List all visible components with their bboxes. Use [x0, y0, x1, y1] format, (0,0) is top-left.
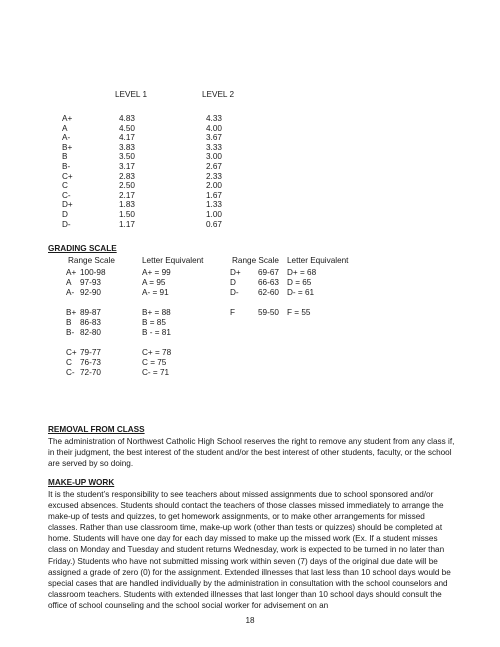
level2-value: 3.00: [206, 152, 222, 162]
range-value: 76-73: [80, 358, 101, 367]
range-value: 82-80: [80, 328, 101, 337]
page-number: 18: [245, 616, 255, 625]
level2-value: 1.33: [206, 200, 222, 210]
grade-label: A-: [66, 288, 75, 297]
letter-equivalent: A+ = 99: [142, 268, 171, 277]
level1-header: LEVEL 1: [115, 90, 148, 99]
level1-value: 3.17: [119, 161, 135, 171]
grade-label: C+: [62, 171, 73, 181]
level2-value: 4.33: [206, 114, 222, 123]
grade-label: B-: [62, 161, 71, 171]
letter-equivalent: D- = 61: [287, 288, 315, 297]
range-value: 79-77: [80, 348, 101, 357]
letter-equivalent-header-right: Letter Equivalent: [287, 256, 349, 265]
grade-label: C+: [66, 348, 77, 357]
makeup-paragraph: It is the student’s responsibility to see teachers about missed assignments due to school sponsored and/or excused absences. Students should contact the teachers of those classes missed immediately to arrange the make-up of tests and quizzes, to get homework assignments, or to make other arrangements for missed classes. Rather than use classroom time, make-up work (other than tests or quizzes) should be completed at home. Students will have one day for each day missed to make up the missed work (Ex. If a student misses class on Monday and Tuesday and student returns Wednesday, work is expected to be turned in no later than Friday.) Students who have not submitted missing work within seven (7) days of the original due date will be assigned a grade of zero (0) for the assignment. Extended illnesses that last less than 10 school days would be special cases that are handled individually by the administration in consultation with the school counselors and classroom teachers. Students with extended illnesses that last longer than 10 school days should consult the office of school counseling and the school social worker for advisement on an: [48, 490, 451, 610]
grade-label: B+: [66, 308, 77, 317]
range-value: 86-83: [80, 318, 101, 327]
grade-label: B: [62, 152, 68, 162]
grade-label: F: [230, 308, 236, 317]
level1-value: 2.83: [119, 171, 135, 181]
letter-equivalent: B+ = 88: [142, 308, 171, 317]
grade-label: A: [62, 123, 68, 133]
grade-label: A: [66, 278, 72, 287]
letter-equivalent: C- = 71: [142, 368, 170, 377]
level2-value: 2.33: [206, 171, 222, 181]
level1-value: 1.83: [119, 200, 135, 210]
letter-equivalent: F = 55: [287, 308, 311, 317]
removal-paragraph: The administration of Northwest Catholic High School reserves the right to remove any student from any class if, in their judgment, the best interest of the student and/or the best interest of other students, faculty, or the school are served by so doing.: [48, 437, 455, 469]
level1-value: 2.50: [119, 181, 135, 191]
letter-equivalent: D+ = 68: [287, 268, 317, 277]
level2-header: LEVEL 2: [202, 90, 235, 99]
range-value: 62-60: [258, 288, 279, 297]
letter-equivalent: C = 75: [142, 358, 167, 367]
level1-value: 1.17: [119, 219, 135, 229]
range-value: 89-87: [80, 308, 101, 317]
grade-label: D: [62, 209, 68, 219]
grade-label: C: [66, 358, 72, 367]
grade-label: D-: [230, 288, 239, 297]
range-value: 72-70: [80, 368, 101, 377]
range-value: 100-98: [80, 268, 106, 277]
range-value: 59-50: [258, 308, 279, 317]
letter-equivalent: A- = 91: [142, 288, 169, 297]
grading-scale-title: GRADING SCALE: [48, 244, 117, 253]
letter-equivalent: D = 65: [287, 278, 312, 287]
level2-value: 4.00: [206, 123, 222, 133]
range-value: 97-93: [80, 278, 101, 287]
level1-value: 3.83: [119, 142, 135, 152]
letter-equivalent: C+ = 78: [142, 348, 172, 357]
makeup-title: MAKE-UP WORK: [48, 478, 115, 487]
grade-label: C: [62, 181, 68, 191]
grade-label: A+: [66, 268, 77, 277]
grade-label: D+: [230, 268, 241, 277]
level2-value: 2.00: [206, 181, 222, 191]
letter-equivalent: A = 95: [142, 278, 166, 287]
grade-label: B-: [66, 328, 75, 337]
letter-equivalent: B - = 81: [142, 328, 171, 337]
level1-value: 4.17: [119, 133, 135, 143]
level2-value: 1.67: [206, 190, 222, 200]
level2-value: 1.00: [206, 209, 222, 219]
letter-equivalent: B = 85: [142, 318, 166, 327]
grade-label: C-: [62, 190, 71, 200]
level2-value: 3.33: [206, 142, 222, 152]
range-value: 69-67: [258, 268, 279, 277]
grade-label: D: [230, 278, 236, 287]
grade-label: D+: [62, 200, 73, 210]
grade-label: C-: [66, 368, 75, 377]
level2-value: 2.67: [206, 161, 222, 171]
level1-value: 4.83: [119, 114, 135, 123]
grade-label: A-: [62, 133, 71, 143]
level1-value: 3.50: [119, 152, 135, 162]
range-value: 66-63: [258, 278, 279, 287]
level2-value: 3.67: [206, 133, 222, 143]
range-scale-header-left: Range Scale: [68, 256, 115, 265]
removal-title: REMOVAL FROM CLASS: [48, 425, 145, 434]
range-value: 92-90: [80, 288, 101, 297]
grade-label: B+: [62, 142, 73, 152]
level1-value: 2.17: [119, 190, 135, 200]
level1-value: 1.50: [119, 209, 135, 219]
letter-equivalent-header-left: Letter Equivalent: [142, 256, 204, 265]
level2-value: 0.67: [206, 219, 222, 229]
grade-label: B: [66, 318, 72, 327]
level1-value: 4.50: [119, 123, 135, 133]
range-scale-header-right: Range Scale: [232, 256, 279, 265]
grade-label: A+: [62, 114, 73, 123]
grade-label: D-: [62, 219, 71, 229]
